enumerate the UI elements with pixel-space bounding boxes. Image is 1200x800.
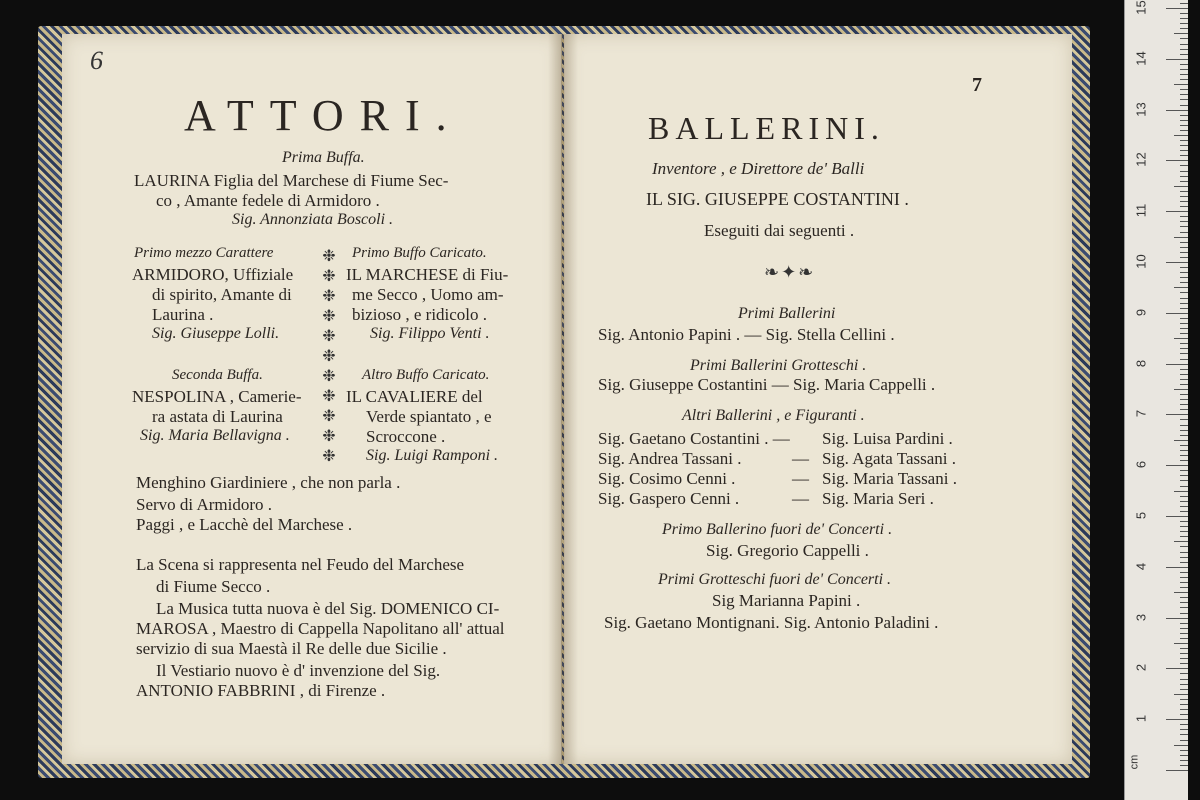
- ruler-tick: [1180, 44, 1188, 45]
- ruler-tick: [1180, 272, 1188, 273]
- ruler-tick: [1180, 89, 1188, 90]
- altri-row-2-dash: —: [792, 449, 809, 468]
- right-col1-line2: me Secco , Uomo am-: [352, 285, 504, 304]
- ruler-tick: [1166, 770, 1188, 771]
- right-col1-line1: IL MARCHESE di Fiu-: [346, 265, 509, 284]
- ruler-tick: [1180, 633, 1188, 634]
- ruler-tick: [1180, 145, 1188, 146]
- grotteschi-fuori-line2: Sig. Gaetano Montignani. Sig. Antonio Paladini .: [604, 613, 939, 632]
- ruler-tick: [1174, 389, 1188, 390]
- ruler-tick: [1180, 607, 1188, 608]
- ruler-label: 7: [1133, 410, 1149, 418]
- left-col2-heading: Seconda Buffa.: [172, 367, 263, 383]
- ruler-label: 4: [1133, 562, 1149, 570]
- prima-buffa-heading: Prima Buffa.: [282, 149, 365, 166]
- ruler-tick: [1180, 734, 1188, 735]
- primi-grotteschi-heading: Primi Ballerini Grotteschi .: [690, 357, 867, 374]
- ruler-tick: [1166, 313, 1188, 314]
- ruler-tick: [1174, 186, 1188, 187]
- column-divider-ornament: ❉: [322, 428, 336, 445]
- altri-row-1-left: Sig. Gaetano Costantini . —: [598, 429, 790, 448]
- ruler-tick: [1174, 287, 1188, 288]
- right-col2-line3: Scroccone .: [366, 427, 446, 446]
- ruler-tick: [1180, 404, 1188, 405]
- prima-buffa-line2: co , Amante fedele di Armidoro .: [156, 191, 380, 210]
- altri-row-3-left: Sig. Cosimo Cenni .: [598, 469, 736, 488]
- ruler-tick: [1180, 455, 1188, 456]
- note-line-6: Il Vestiario nuovo è d' invenzione del Sig.: [156, 661, 441, 680]
- column-divider-ornament: ❉: [322, 248, 336, 265]
- left-col2-line1: NESPOLINA , Camerie-: [132, 387, 302, 406]
- note-line-5: servizio di sua Maestà il Re delle due Sicilie .: [136, 639, 447, 658]
- ruler-unit: cm: [1128, 754, 1141, 770]
- ruler-tick: [1180, 653, 1188, 654]
- right-col2-line1: IL CAVALIERE del: [346, 387, 483, 406]
- ruler-tick: [1180, 74, 1188, 75]
- ruler-tick: [1180, 724, 1188, 725]
- ruler-tick: [1180, 531, 1188, 532]
- ruler-tick: [1180, 470, 1188, 471]
- ruler-tick: [1180, 714, 1188, 715]
- right-col1-line3: bizioso , e ridicolo .: [352, 305, 488, 324]
- ruler-tick: [1180, 445, 1188, 446]
- ruler-tick: [1180, 374, 1188, 375]
- ruler-tick: [1180, 298, 1188, 299]
- ruler-tick: [1180, 521, 1188, 522]
- column-divider-ornament: ❉: [322, 408, 336, 425]
- ruler-tick: [1180, 704, 1188, 705]
- ruler-tick: [1180, 181, 1188, 182]
- ruler-tick: [1180, 140, 1188, 141]
- ruler-tick: [1180, 740, 1188, 741]
- ruler-tick: [1180, 582, 1188, 583]
- column-divider-ornament: ❉: [322, 368, 336, 385]
- column-divider-ornament: ❉: [322, 348, 336, 365]
- ruler-tick: [1180, 226, 1188, 227]
- ruler-tick: [1180, 409, 1188, 410]
- performed-by: Eseguiti dai seguenti .: [704, 221, 855, 240]
- ruler-label: 15: [1133, 0, 1149, 15]
- ruler-tick: [1180, 18, 1188, 19]
- ruler-tick: [1180, 475, 1188, 476]
- ruler-label: 5: [1133, 511, 1149, 520]
- ruler-tick: [1174, 135, 1188, 136]
- ruler-tick: [1180, 232, 1188, 233]
- ruler-tick: [1180, 64, 1188, 65]
- right-col2-heading: Altro Buffo Caricato.: [362, 367, 490, 383]
- ruler-tick: [1180, 419, 1188, 420]
- ruler-tick: [1174, 237, 1188, 238]
- ruler-tick: [1166, 465, 1188, 466]
- note-line-7: ANTONIO FABBRINI , di Firenze .: [136, 681, 386, 700]
- ruler-tick: [1166, 211, 1188, 212]
- left-col1-heading: Primo mezzo Carattere: [134, 245, 274, 261]
- left-col1-line1: ARMIDORO, Uffiziale: [132, 265, 294, 284]
- ruler-tick: [1180, 38, 1188, 39]
- ruler-tick: [1166, 719, 1188, 720]
- ruler-tick: [1166, 516, 1188, 517]
- ruler-tick: [1180, 282, 1188, 283]
- ruler-tick: [1180, 628, 1188, 629]
- ruler-tick: [1180, 308, 1188, 309]
- ruler-tick: [1180, 176, 1188, 177]
- ruler-tick: [1180, 648, 1188, 649]
- ruler-tick: [1180, 430, 1188, 431]
- altri-row-1-right: Sig. Luisa Pardini .: [822, 429, 953, 448]
- ruler-tick: [1180, 658, 1188, 659]
- ruler-tick: [1180, 602, 1188, 603]
- ruler-tick: [1174, 643, 1188, 644]
- ruler-tick: [1180, 94, 1188, 95]
- ruler-tick: [1180, 125, 1188, 126]
- right-col2-line2: Verde spiantato , e: [366, 407, 492, 426]
- column-divider-ornament: ❉: [322, 448, 336, 465]
- ruler-tick: [1180, 150, 1188, 151]
- column-divider-ornament: ❉: [322, 308, 336, 325]
- ruler-tick: [1180, 333, 1188, 334]
- ruler-tick: [1180, 267, 1188, 268]
- ruler-tick: [1180, 597, 1188, 598]
- fuori-concerti-heading: Primo Ballerino fuori de' Concerti .: [662, 521, 893, 538]
- left-col1-actor: Sig. Giuseppe Lolli.: [152, 325, 280, 342]
- ruler-tick: [1180, 684, 1188, 685]
- ruler-tick: [1180, 353, 1188, 354]
- grotteschi-fuori-heading: Primi Grotteschi fuori de' Concerti .: [658, 571, 892, 588]
- note-line-2: di Fiume Secco .: [156, 577, 271, 596]
- ruler-tick: [1180, 216, 1188, 217]
- extra-line-3: Paggi , e Lacchè del Marchese .: [136, 515, 353, 534]
- ruler-label: 8: [1133, 359, 1149, 367]
- ruler-label: 6: [1133, 461, 1149, 469]
- page-number: 7: [972, 74, 982, 96]
- ruler-tick: [1174, 338, 1188, 339]
- measurement-ruler: [1124, 0, 1188, 800]
- ruler-tick: [1180, 506, 1188, 507]
- ruler-label: 13: [1133, 101, 1149, 117]
- ruler-tick: [1180, 755, 1188, 756]
- ruler-tick: [1180, 221, 1188, 222]
- ruler-tick: [1180, 663, 1188, 664]
- ruler-tick: [1174, 541, 1188, 542]
- ruler-tick: [1180, 526, 1188, 527]
- column-divider-ornament: ❉: [322, 388, 336, 405]
- ruler-label: 9: [1133, 308, 1149, 316]
- ruler-tick: [1180, 435, 1188, 436]
- ruler-tick: [1180, 546, 1188, 547]
- ruler-tick: [1166, 110, 1188, 111]
- primi-ballerini-heading: Primi Ballerini: [738, 305, 836, 322]
- ruler-tick: [1180, 689, 1188, 690]
- ruler-label: 2: [1133, 664, 1149, 672]
- ruler-tick: [1180, 69, 1188, 70]
- ruler-tick: [1180, 105, 1188, 106]
- ruler-tick: [1166, 414, 1188, 415]
- primi-grotteschi-line: Sig. Giuseppe Costantini — Sig. Maria Cappelli .: [598, 375, 936, 394]
- corner-mark: 6: [90, 46, 103, 75]
- altri-row-4-left: Sig. Gaspero Cenni .: [598, 489, 740, 508]
- subtitle-inventore: Inventore , e Direttore de' Balli: [652, 159, 865, 178]
- ruler-label: 1: [1133, 715, 1149, 723]
- ruler-tick: [1180, 501, 1188, 502]
- ruler-tick: [1166, 262, 1188, 263]
- ruler-tick: [1180, 729, 1188, 730]
- page-title-ballerini: BALLERINI.: [648, 110, 885, 146]
- ruler-tick: [1180, 460, 1188, 461]
- ruler-tick: [1166, 364, 1188, 365]
- ruler-tick: [1180, 613, 1188, 614]
- extra-line-1: Menghino Giardiniere , che non parla .: [136, 473, 401, 492]
- ruler-label: 14: [1133, 51, 1149, 66]
- ruler-tick: [1174, 745, 1188, 746]
- ruler-tick: [1180, 369, 1188, 370]
- ruler-tick: [1180, 120, 1188, 121]
- note-line-3: La Musica tutta nuova è del Sig. DOMENICO CI-: [156, 599, 500, 618]
- prima-buffa-line1: LAURINA Figlia del Marchese di Fiume Sec-: [134, 171, 449, 190]
- ruler-tick: [1166, 59, 1188, 60]
- ruler-tick: [1180, 303, 1188, 304]
- ruler-tick: [1180, 171, 1188, 172]
- ruler-tick: [1166, 160, 1188, 161]
- ruler-tick: [1174, 440, 1188, 441]
- ruler-tick: [1166, 668, 1188, 669]
- altri-row-3-dash: —: [792, 469, 809, 488]
- ruler-tick: [1174, 491, 1188, 492]
- ruler-tick: [1180, 486, 1188, 487]
- ruler-tick: [1180, 425, 1188, 426]
- left-col2-actor: Sig. Maria Bellavigna .: [140, 427, 290, 444]
- ruler-tick: [1180, 348, 1188, 349]
- ruler-tick: [1180, 257, 1188, 258]
- ruler-tick: [1180, 379, 1188, 380]
- ornamental-vignette-icon: ❧✦❧: [764, 262, 816, 282]
- ruler-tick: [1180, 277, 1188, 278]
- ruler-tick: [1180, 165, 1188, 166]
- ruler-tick: [1180, 115, 1188, 116]
- ruler-tick: [1180, 99, 1188, 100]
- ruler-tick: [1174, 592, 1188, 593]
- ruler-tick: [1180, 292, 1188, 293]
- ruler-tick: [1180, 577, 1188, 578]
- ruler-tick: [1180, 765, 1188, 766]
- ruler-tick: [1180, 496, 1188, 497]
- ruler-tick: [1166, 618, 1188, 619]
- ruler-tick: [1180, 480, 1188, 481]
- left-col2-line2: ra astata di Laurina: [152, 407, 283, 426]
- column-divider-ornament: ❉: [322, 328, 336, 345]
- ruler-tick: [1180, 760, 1188, 761]
- ruler-tick: [1180, 28, 1188, 29]
- ruler-tick: [1180, 247, 1188, 248]
- ruler-tick: [1180, 49, 1188, 50]
- ruler-tick: [1180, 384, 1188, 385]
- ruler-tick: [1180, 552, 1188, 553]
- ruler-tick: [1174, 694, 1188, 695]
- prima-buffa-actor: Sig. Annonziata Boscoli .: [232, 211, 394, 228]
- altri-row-2-right: Sig. Agata Tassani .: [822, 449, 957, 468]
- column-divider-ornament: ❉: [322, 288, 336, 305]
- ruler-tick: [1180, 328, 1188, 329]
- ruler-tick: [1180, 450, 1188, 451]
- ruler-tick: [1180, 638, 1188, 639]
- column-divider-ornament: ❉: [322, 268, 336, 285]
- book-gutter: [548, 34, 578, 764]
- altri-row-4-dash: —: [792, 489, 809, 508]
- grotteschi-fuori-line1: Sig Marianna Papini .: [712, 591, 861, 610]
- ruler-tick: [1180, 399, 1188, 400]
- ruler-tick: [1180, 79, 1188, 80]
- ruler-tick: [1174, 84, 1188, 85]
- director-name: IL SIG. GIUSEPPE COSTANTINI .: [646, 189, 909, 209]
- ruler-tick: [1180, 572, 1188, 573]
- ruler-label: 11: [1133, 203, 1149, 218]
- ruler-tick: [1180, 3, 1188, 4]
- altri-row-3-right: Sig. Maria Tassani .: [822, 469, 957, 488]
- left-col1-line3: Laurina .: [152, 305, 214, 324]
- altri-ballerini-heading: Altri Ballerini , e Figuranti .: [682, 407, 865, 424]
- ruler-tick: [1166, 567, 1188, 568]
- ruler-tick: [1180, 359, 1188, 360]
- extra-line-2: Servo di Armidoro .: [136, 495, 272, 514]
- right-col1-heading-text: Primo Buffo Caricato.: [352, 245, 487, 261]
- ruler-tick: [1180, 201, 1188, 202]
- ruler-tick: [1180, 562, 1188, 563]
- ruler-tick: [1180, 750, 1188, 751]
- ruler-tick: [1180, 699, 1188, 700]
- ruler-label: 3: [1133, 613, 1149, 621]
- ruler-tick: [1180, 323, 1188, 324]
- ruler-label: 12: [1133, 152, 1149, 168]
- ruler-tick: [1180, 587, 1188, 588]
- ruler-tick: [1180, 318, 1188, 319]
- ruler-tick: [1180, 709, 1188, 710]
- ruler-tick: [1180, 155, 1188, 156]
- ruler-tick: [1166, 8, 1188, 9]
- right-col2-actor: Sig. Luigi Ramponi .: [366, 447, 499, 464]
- altri-row-4-right: Sig. Maria Seri .: [822, 489, 934, 508]
- ruler-tick: [1180, 343, 1188, 344]
- ruler-tick: [1180, 557, 1188, 558]
- ruler-tick: [1180, 196, 1188, 197]
- ruler-tick: [1180, 394, 1188, 395]
- note-line-1: La Scena si rappresenta nel Feudo del Marchese: [136, 555, 465, 574]
- note-line-4: MAROSA , Maestro di Cappella Napolitano all' attual: [136, 619, 505, 638]
- fuori-concerti-line: Sig. Gregorio Cappelli .: [706, 541, 869, 560]
- ruler-tick: [1180, 130, 1188, 131]
- ruler-tick: [1180, 623, 1188, 624]
- ruler-tick: [1174, 33, 1188, 34]
- ruler-tick: [1180, 191, 1188, 192]
- ruler-tick: [1180, 206, 1188, 207]
- ruler-tick: [1180, 679, 1188, 680]
- ruler-tick: [1180, 242, 1188, 243]
- page-title-attori: ATTORI.: [184, 91, 463, 140]
- primi-ballerini-line: Sig. Antonio Papini . — Sig. Stella Cellini .: [598, 325, 895, 344]
- ruler-tick: [1180, 511, 1188, 512]
- ruler-tick: [1180, 54, 1188, 55]
- ruler-tick: [1180, 673, 1188, 674]
- right-col1-actor: Sig. Filippo Venti .: [370, 325, 490, 342]
- left-col1-line2: di spirito, Amante di: [152, 285, 292, 304]
- ruler-tick: [1180, 23, 1188, 24]
- ruler-tick: [1180, 13, 1188, 14]
- ruler-tick: [1180, 536, 1188, 537]
- altri-row-2-left: Sig. Andrea Tassani .: [598, 449, 742, 468]
- ruler-tick: [1180, 252, 1188, 253]
- ruler-label: 10: [1133, 254, 1149, 269]
